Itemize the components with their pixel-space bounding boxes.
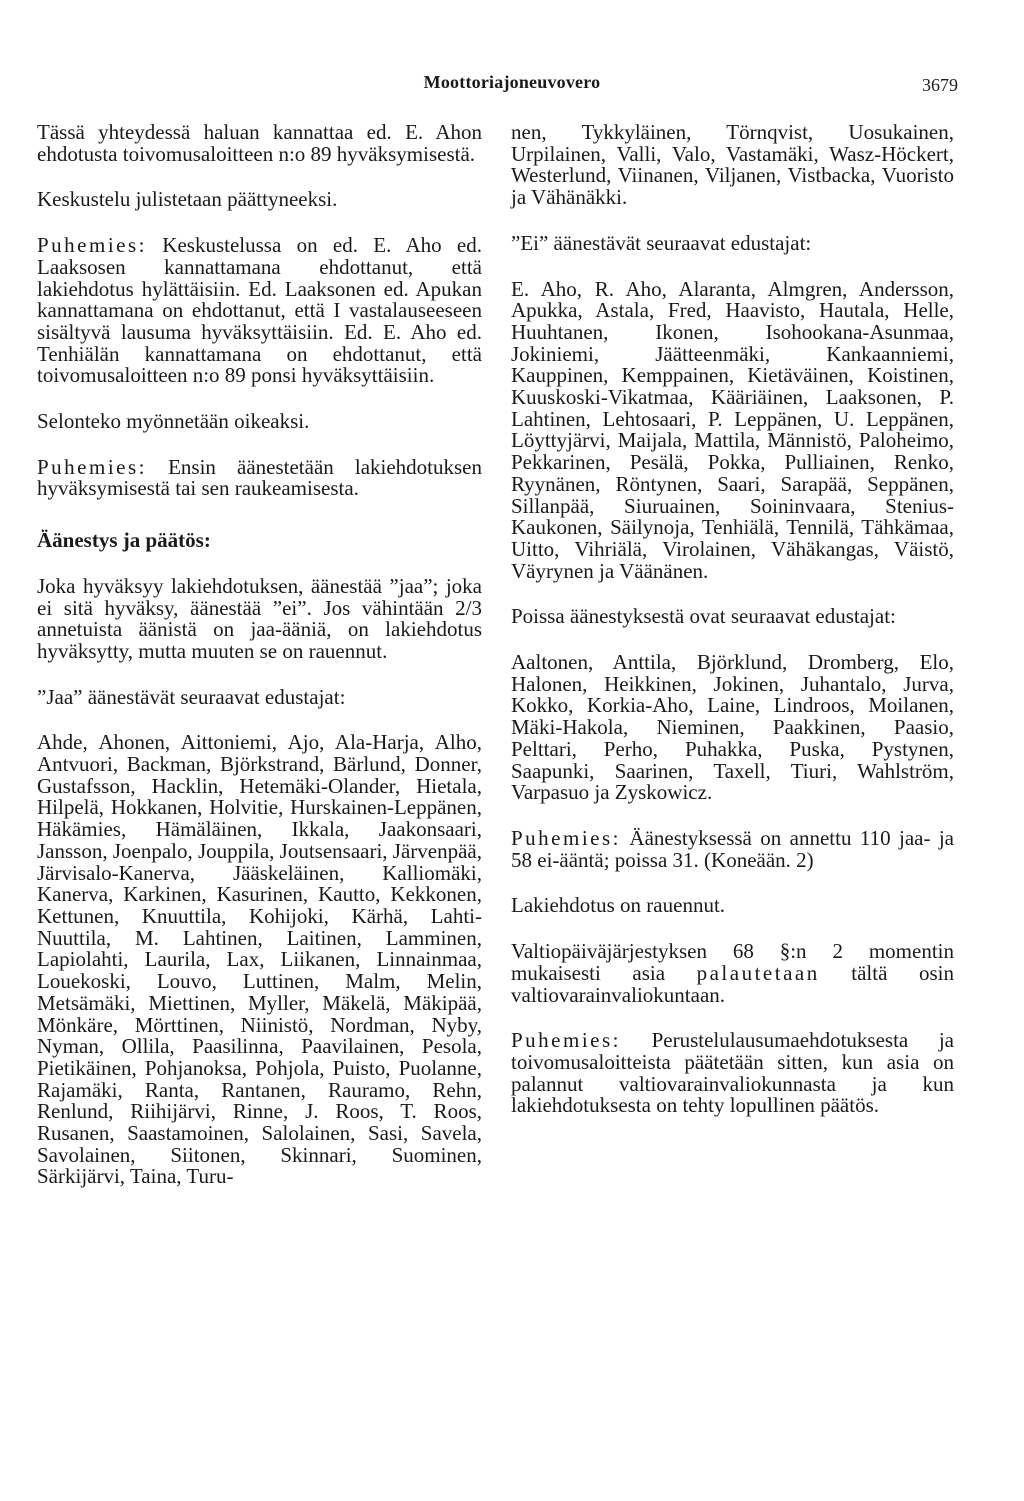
- paragraph: Lakiehdotus on rauennut.: [511, 893, 726, 918]
- member-list: Aaltonen, Anttila, Björklund, Dromberg, Elo, Halonen, Heikkinen, Jokinen, Juhantalo, Jurva, Kokko, Korkia-Aho, Laine, Lindroos, Moilanen, Mäki-Hakola, Nieminen, Paakkinen, Paasio, Pelttari, Perho, Puhakka, Puska, Pystynen, Saapunki, Saarinen, Taxell, Tiuri, Wahlström, Varpasuo ja Zyskowicz.: [511, 650, 954, 805]
- paragraph: Keskustelu julistetaan päättyneeksi.: [37, 187, 338, 212]
- section-heading: Äänestys ja päätös:: [37, 528, 211, 553]
- paragraph-text: Keskustelussa on ed. E. Aho ed. Laaksosen kannattamana ehdottanut, että lakiehdotus hylättäisiin. Ed. Laaksonen ed. Apukan kannattamana on ehdottanut, että I vastalauseeseen sisältyvä lausuma hyväksyttäisiin. Ed. E. Aho ed. Tenhiälän kannattamana on ehdottanut, että toivomusaloitteen n:o 89 ponsi hyväksyttäisiin.: [37, 233, 482, 388]
- paragraph: ”Jaa” äänestävät seuraavat edustajat:: [37, 684, 346, 709]
- paragraph: Poissa äänestyksestä ovat seuraavat edustajat:: [511, 604, 896, 629]
- right-column: [511, 122, 954, 1117]
- paragraph-text: tältä osin valtiovarainvaliokuntaan.: [511, 960, 954, 1007]
- paragraph: Selonteko myönnetään oikeaksi.: [37, 409, 310, 434]
- paragraph-text: Ensin äänestetään lakiehdotuksen hyväksymisestä tai sen raukeamisesta.: [37, 454, 482, 501]
- paragraph: [511, 1030, 954, 1117]
- paragraph-text: Perustelulausumaehdotuksesta ja toivomusaloitteista päätetään sitten, kun asia on palannut valtiovarainvaliokunnasta ja kun lakiehdotuksesta on tehty lopullinen päätös.: [511, 1028, 954, 1118]
- paragraph-text: Valtiopäiväjärjestyksen 68 §:n 2 momentin mukaisesti asia: [511, 939, 954, 985]
- paragraph: Tässä yhteydessä haluan kannattaa ed. E. Ahon ehdotusta toivomusaloitteen n:o 89 hyväksymisestä.: [37, 120, 482, 166]
- paragraph: Joka hyväksyy lakiehdotuksen, äänestää ”jaa”; joka ei sitä hyväksy, äänestää ”ei”. Jos vähintään 2/3 annetuista äänistä on jaa-ääniä, on lakiehdotus hyväksytty, mutta muuten se on rauennut.: [37, 573, 482, 663]
- paragraph-text: Äänestyksessä on annettu 110 jaa- ja 58 ei-ääntä; poissa 31. (Koneään. 2): [511, 825, 955, 872]
- speaker-label: Puhemies:: [511, 825, 621, 850]
- paragraph: [511, 825, 955, 872]
- left-column: [37, 122, 482, 1188]
- paragraph: ”Ei” äänestävät seuraavat edustajat:: [511, 230, 812, 255]
- page-number: 3679: [922, 75, 958, 95]
- member-list: E. Aho, R. Aho, Alaranta, Almgren, Andersson, Apukka, Astala, Fred, Haavisto, Hautala, Helle, Huuhtanen, Ikonen, Isohookana-Asunmaa, Jokiniemi, Jäätteenmäki, Kankaanniemi, Kauppinen, Kemppainen, Kietäväinen, Koistinen, Kuuskoski-Vikatmaa, Kääriäinen, Laaksonen, P. Lahtinen, Lehtosaari, P. Leppänen, U. Leppänen, Löyttyjärvi, Maijala, Mattila, Männistö, Paloheimo, Pekkarinen, Pesälä, Pokka, Pulliainen, Renko, Ryynänen, Röntynen, Saari, Sarapää, Seppänen, Sillanpää, Siuruainen, Soininvaara, Stenius-Kaukonen, Säilynoja, Tenhiälä, Tennilä, Tähkämaa, Uitto, Vihriälä, Virolainen, Vähäkangas, Väistö, Väyrynen ja Väänänen.: [511, 276, 954, 583]
- paragraph: [37, 454, 482, 501]
- paragraph: [37, 235, 482, 387]
- paragraph: [511, 941, 954, 1006]
- spaced-emphasis: palautetaan: [696, 960, 820, 985]
- speaker-label: Puhemies:: [511, 1028, 621, 1053]
- page-header: [0, 72, 1024, 102]
- speaker-label: Puhemies:: [37, 233, 147, 258]
- member-list: nen, Tykkyläinen, Törnqvist, Uosukainen, Urpilainen, Valli, Valo, Vastamäki, Wasz-Höckert, Westerlund, Viinanen, Viljanen, Vistbacka, Vuoristo ja Vähänäkki.: [511, 120, 954, 210]
- running-title: Moottoriajoneuvovero: [423, 72, 601, 92]
- member-list: Ahde, Ahonen, Aittoniemi, Ajo, Ala-Harja, Alho, Antvuori, Backman, Björkstrand, Bärlund, Donner, Gustafsson, Hacklin, Hetemäki-Olander, Hietala, Hilpelä, Hokkanen, Holvitie, Hurskainen-Leppänen, Häkämies, Hämäläinen, Ikkala, Jaakonsaari, Jansson, Joenpalo, Jouppila, Joutsensaari, Järvenpää, Järvisalo-Kanerva, Jääskeläinen, Kalliomäki, Kanerva, Karkinen, Kasurinen, Kautto, Kekkonen, Kettunen, Knuuttila, Kohijoki, Kärhä, Lahti-Nuuttila, M. Lahtinen, Laitinen, Lamminen, Lapiolahti, Laurila, Lax, Liikanen, Linnainmaa, Louekoski, Louvo, Luttinen, Malm, Melin, Metsämäki, Miettinen, Myller, Mäkelä, Mäkipää, Mönkäre, Mörttinen, Niinistö, Nordman, Nyby, Nyman, Ollila, Paasilinna, Paavilainen, Pesola, Pietikäinen, Pohjanoksa, Pohjola, Puisto, Puolanne, Rajamäki, Ranta, Rantanen, Rauramo, Rehn, Renlund, Riihijärvi, Rinne, J. Roos, T. Roos, Rusanen, Saastamoinen, Salolainen, Sasi, Savela, Savolainen, Siitonen, Skinnari, Suominen, Särkijärvi, Taina, Turu-: [37, 730, 482, 1189]
- speaker-label: Puhemies:: [37, 454, 147, 479]
